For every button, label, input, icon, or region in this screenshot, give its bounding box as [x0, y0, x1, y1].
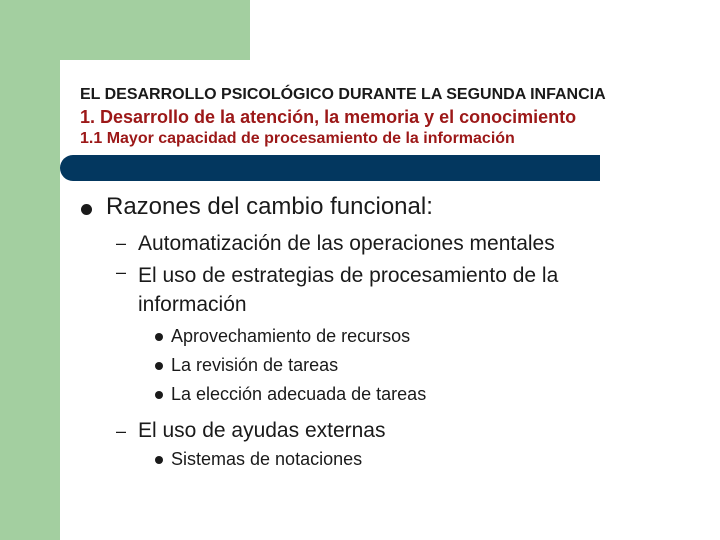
bullet-level3-notaciones: Sistemas de notaciones [171, 449, 363, 469]
bullet-level2-ayudas: El uso de ayudas externas [138, 419, 386, 442]
bullet-dot-icon [155, 362, 163, 370]
bullet-level3-recursos: Aprovechamiento de recursos [171, 326, 411, 346]
bullet-dot-icon [155, 391, 163, 399]
title-main: EL DESARROLLO PSICOLÓGICO DURANTE LA SEGUNDA INFANCIA [80, 86, 606, 103]
bullet-dot-icon [81, 204, 92, 215]
bullet-dot-icon [155, 333, 163, 341]
bullet-level3-eleccion: La elección adecuada de tareas [171, 384, 427, 404]
title-section: 1. Desarrollo de la atención, la memoria y el conocimiento [80, 107, 577, 127]
dash-icon: – [116, 421, 127, 441]
bullet-level2-estrategias-line1: El uso de estrategias de procesamiento de la [138, 264, 559, 287]
title-subsection: 1.1 Mayor capacidad de procesamiento de la información [80, 130, 515, 147]
dash-icon: – [116, 262, 127, 282]
bullet-level1: Razones del cambio funcional: [106, 193, 433, 220]
dash-icon: – [116, 233, 127, 253]
bullet-level2-estrategias-line2: información [138, 293, 247, 316]
bullet-level3-revision: La revisión de tareas [171, 355, 339, 375]
bullet-level2-automatizacion: Automatización de las operaciones mentales [138, 232, 555, 255]
bullet-dot-icon [155, 456, 163, 464]
